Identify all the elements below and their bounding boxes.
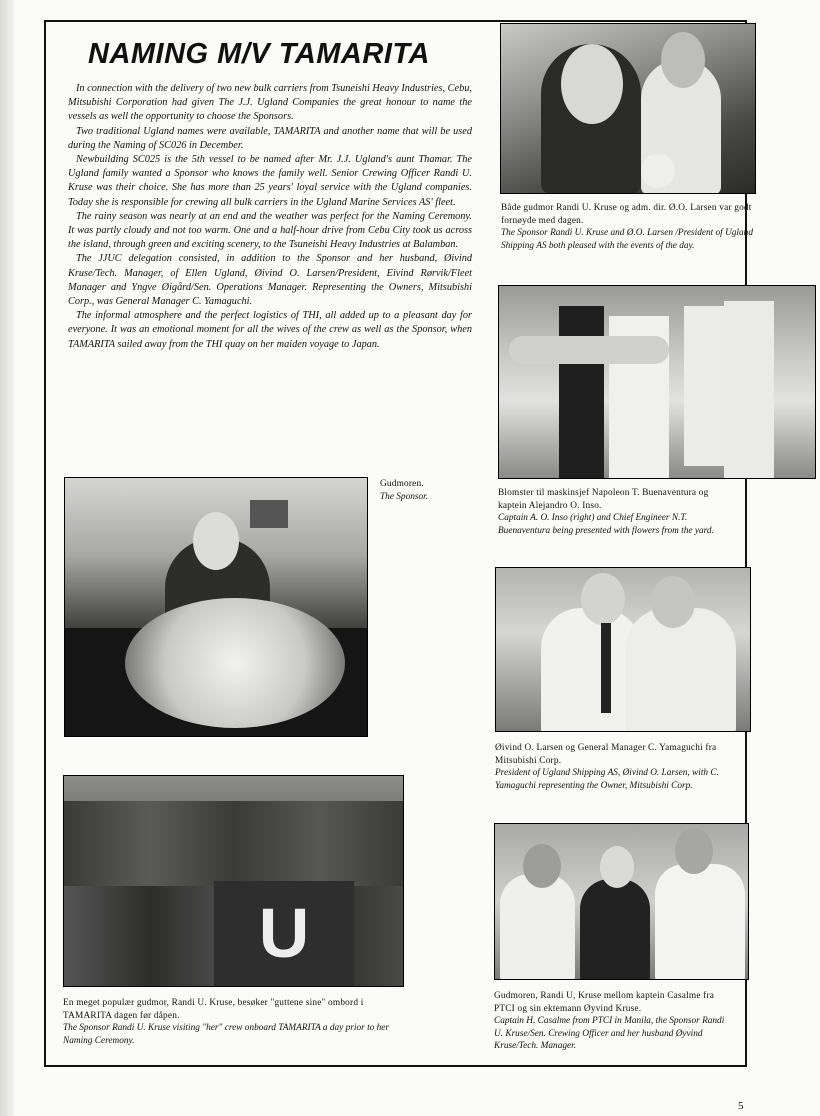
paragraph-6: The informal atmosphere and the perfect logistics of THI, all added up to a pleasant day for everyone. It was an emotional moment for all the wives of the crew as well as the Sponsor, when TAMARITA sailed away from the THI quay on her maiden voyage to Japan. <box>68 310 472 350</box>
flower-garland <box>509 336 669 364</box>
face-shape <box>651 576 695 628</box>
caption-english: The Sponsor. <box>380 491 429 502</box>
caption-norwegian: Gudmoren, Randi U, Kruse mellom kaptein Casalme fra PTCI og sin ektemann Øyvind Kruse. <box>494 991 715 1014</box>
flower-bouquet <box>125 598 345 728</box>
caption-norwegian: Gudmoren. <box>380 479 424 489</box>
caption-norwegian: Blomster til maskinsjef Napoleon T. Buenaventura og kaptein Alejandro O. Inso. <box>498 488 709 511</box>
caption-norwegian: En meget populær gudmor, Randi U. Kruse, besøker "guttene sine" ombord i TAMARITA dagen før dåpen. <box>63 998 364 1021</box>
person-silhouette <box>580 879 650 980</box>
photo-larsen-yamaguchi <box>495 567 751 732</box>
caption-sponsor <box>380 478 480 503</box>
face-shape <box>581 573 625 625</box>
face-shape <box>193 512 239 570</box>
photo-sponsor-with-captain-and-husband <box>494 823 749 980</box>
article-body <box>68 82 472 352</box>
caption-english: The Sponsor Randi U. Kruse visiting "her" crew onboard TAMARITA a day prior to her Naming Ceremony. <box>63 1023 390 1046</box>
person-silhouette <box>559 306 604 478</box>
ugland-banner: U <box>214 881 354 986</box>
face-shape <box>561 44 623 124</box>
caption-english: Captain H. Casalme from PTCI in Manila, the Sponsor Randi U. Kruse/Sen. Crewing Officer and her husband Øyvind Kruse/Tech. Manager. <box>494 1016 725 1051</box>
photo-sponsor-at-desk <box>64 477 368 737</box>
flower-shape <box>641 154 675 188</box>
caption-top-right <box>501 202 755 252</box>
caption-group <box>494 990 734 1053</box>
page-edge-shadow <box>0 0 14 1116</box>
person-silhouette <box>655 864 745 980</box>
caption-english: President of Ugland Shipping AS, Øivind O. Larsen, with C. Yamaguchi representing the Owner, Mitsubishi Corp. <box>495 768 719 791</box>
paragraph-4: The rainy season was nearly at an end and the weather was perfect for the Naming Ceremony. It was partly cloudy and not too warm. One and a half-hour drive from Cebu City took us across the island, through green and exciting scenery, to the Tsuneishi Heavy Industries at Balamban. <box>68 210 472 251</box>
paragraph-3: Newbuilding SC025 is the 5th vessel to be named after Mr. J.J. Ugland's aunt Thamar. The Ugland family wanted a Sponsor who knows the family well. Senior Crewing Officer Randi U. Kruse was their choice. She has more than 25 years' loyal service with the Ugland companies. Today she is responsible for crewing all bulk carriers in the Ugland Marine Services AS' fleet. <box>68 154 472 208</box>
person-silhouette <box>626 608 736 732</box>
caption-crew <box>63 997 403 1047</box>
face-shape <box>661 32 705 88</box>
monitor-shape <box>250 500 288 528</box>
crew-group-back-row <box>64 801 404 891</box>
tie-shape <box>601 623 611 713</box>
face-shape <box>600 846 634 888</box>
paragraph-5: The JJUC delegation consisted, in addition to the Sponsor and her husband, Øivind Kruse/Tech. Manager, of Ellen Ugland, Øivind O. Larsen/President, Eivind Rørvik/Fleet Manager and Yngve Øigård/Sen. Operations Manager. Representing the Owners, Mitsubishi Corp., was General Manager C. Yamaguchi. <box>68 253 472 308</box>
paragraph-1: In connection with the delivery of two new bulk carriers from Tsuneishi Heavy Industries, Cebu, Mitsubishi Corporation had given The J.J. Ugland Companies the great honour to name the vessels as well the opportunity to choose the Sponsors. <box>68 83 472 123</box>
caption-english: Captain A. O. Inso (right) and Chief Engineer N.T. Buenaventura being presented with flowers from the yard. <box>498 513 714 536</box>
person-silhouette <box>724 301 774 478</box>
caption-norwegian: Øivind O. Larsen og General Manager C. Yamaguchi fra Mitsubishi Corp. <box>495 743 717 766</box>
caption-larsen-yamaguchi <box>495 742 735 792</box>
page-number: 5 <box>738 1100 744 1112</box>
photo-flowers-presentation <box>498 285 816 479</box>
person-silhouette <box>684 306 724 466</box>
photo-crew-onboard <box>63 775 404 987</box>
face-shape <box>523 844 561 888</box>
face-shape <box>675 828 713 874</box>
caption-norwegian: Både gudmor Randi U. Kruse og adm. dir. Ø.O. Larsen var godt fornøyde med dagen. <box>501 203 752 226</box>
paragraph-2: Two traditional Ugland names were available, TAMARITA and another name that will be used during the Naming of SC026 in December. <box>68 125 472 151</box>
photo-sponsor-and-president <box>500 23 756 194</box>
caption-english: The Sponsor Randi U. Kruse and Ø.O. Larsen /President of Ugland Shipping AS both pleased with the events of the day. <box>501 228 753 251</box>
article-title: NAMING M/V TAMARITA <box>88 38 430 70</box>
caption-flowers <box>498 487 738 537</box>
person-silhouette <box>500 874 575 980</box>
